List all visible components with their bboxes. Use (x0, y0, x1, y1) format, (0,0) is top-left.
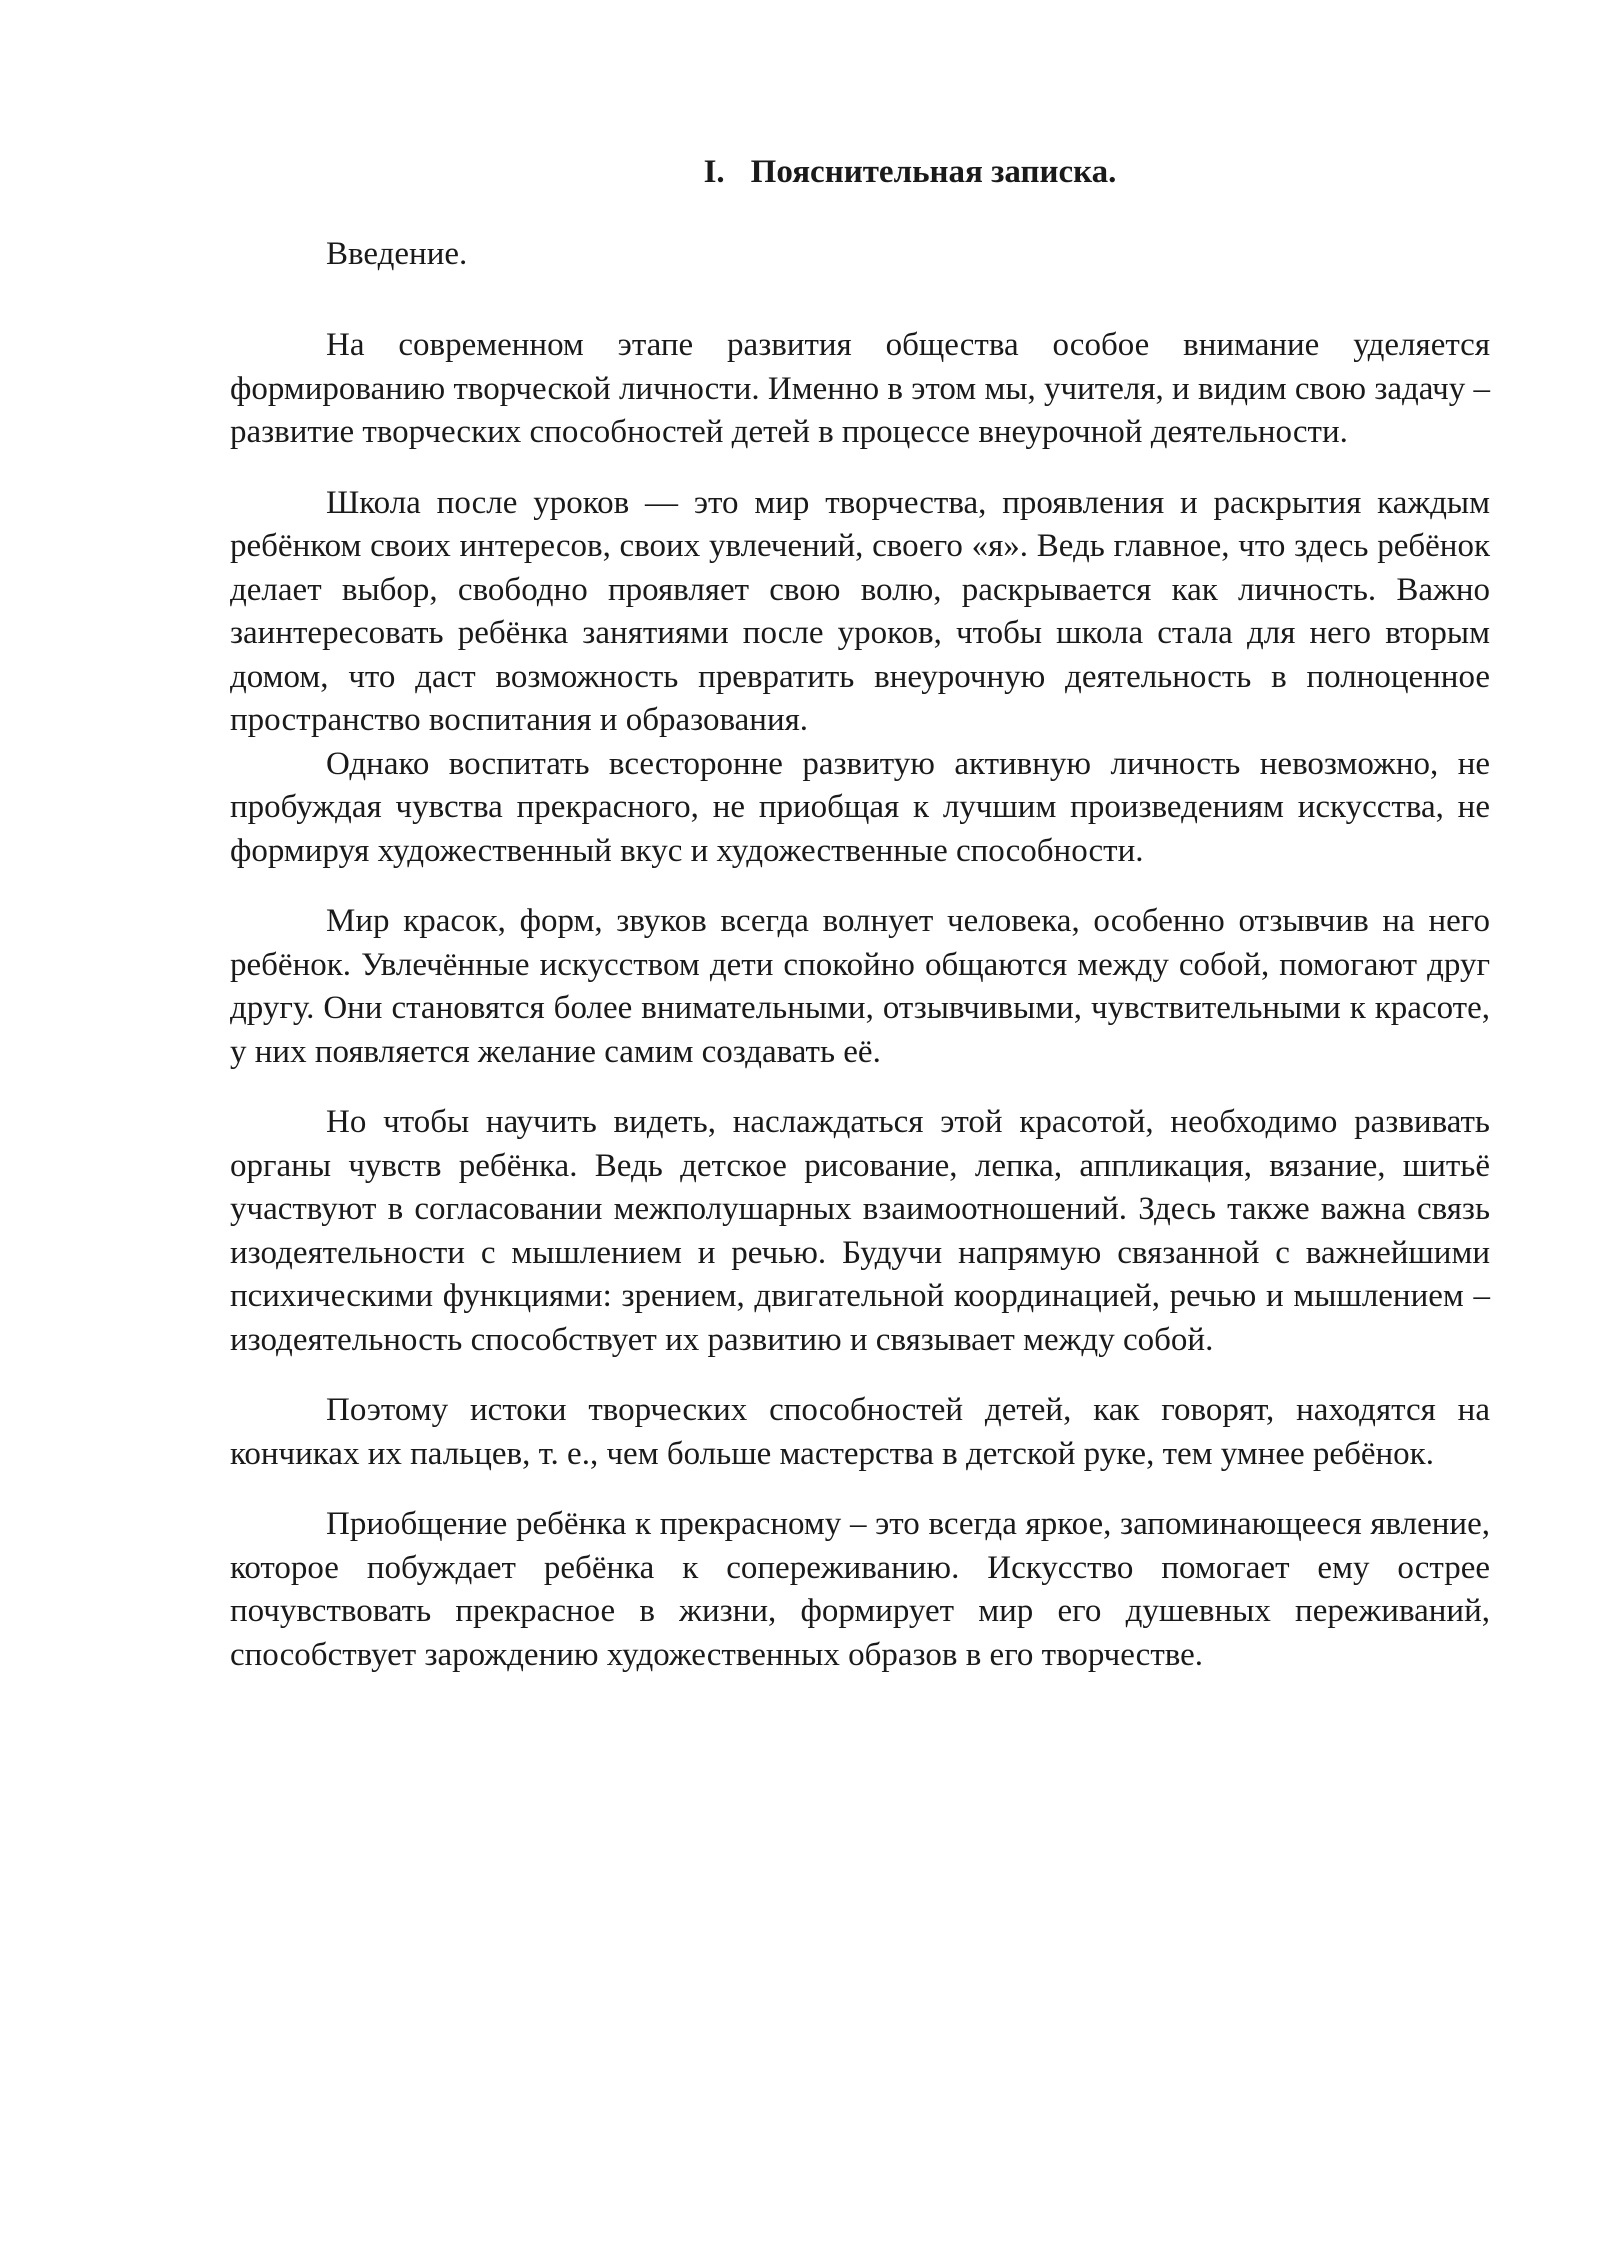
paragraph: Но чтобы научить видеть, наслаждаться этой красотой, необходимо развивать органы чувств ребёнка. Ведь детское рисование, лепка, аппликация, вязание, шитьё участвуют в согласовании межполушарных взаимоотношений. Здесь также важна связь изодеятельности с мышлением и речью. Будучи напрямую связанной с важнейшими психическими функциями: зрением, двигательной координацией, речью и мышлением – изодеятельность способствует их развитию и связывает между собой. (230, 1104, 1490, 1358)
section-title: Пояснительная записка. (750, 154, 1117, 190)
section-heading (230, 150, 1490, 194)
paragraph: Поэтому истоки творческих способностей детей, как говорят, находятся на кончиках их пальцев, т. е., чем больше мастерства в детской руке, тем умнее ребёнок. (230, 1392, 1490, 1472)
paragraph: Приобщение ребёнка к прекрасному – это всегда яркое, запоминающееся явление, которое побуждает ребёнка к сопереживанию. Искусство помогает ему острее почувствовать прекрасное в жизни, формирует мир его душевных переживаний, способствует зарождению художественных образов в его творчестве. (230, 1506, 1490, 1673)
paragraph: Школа после уроков — это мир творчества, проявления и раскрытия каждым ребёнком своих интересов, своих увлечений, своего «я». Ведь главное, что здесь ребёнок делает выбор, свободно проявляет свою волю, раскрывается как личность. Важно заинтересовать ребёнка занятиями после уроков, чтобы школа стала для него вторым домом, что даст возможность превратить внеурочную деятельность в полноценное пространство воспитания и образования. (230, 484, 1490, 738)
intro-label: Введение. (326, 236, 468, 272)
paragraph: Мир красок, форм, звуков всегда волнует человека, особенно отзывчив на него ребёнок. Увлечённые искусством дети спокойно общаются между собой, помогают друг другу. Они становятся более внимательными, отзывчивыми, чувствительными к красоте, у них появляется желание самим создавать её. (230, 903, 1490, 1070)
paragraph: Однако воспитать всесторонне развитую активную личность невозможно, не пробуждая чувства прекрасного, не приобщая к лучшим произведениям искусства, не формируя художественный вкус и художественные способности. (230, 745, 1490, 869)
document-body (230, 150, 1490, 1704)
paragraph: На современном этапе развития общества особое внимание уделяется формированию творческой личности. Именно в этом мы, учителя, и видим свою задачу – развитие творческих способностей детей в процессе внеурочной деятельности. (230, 327, 1490, 450)
section-number: I. (703, 154, 725, 190)
